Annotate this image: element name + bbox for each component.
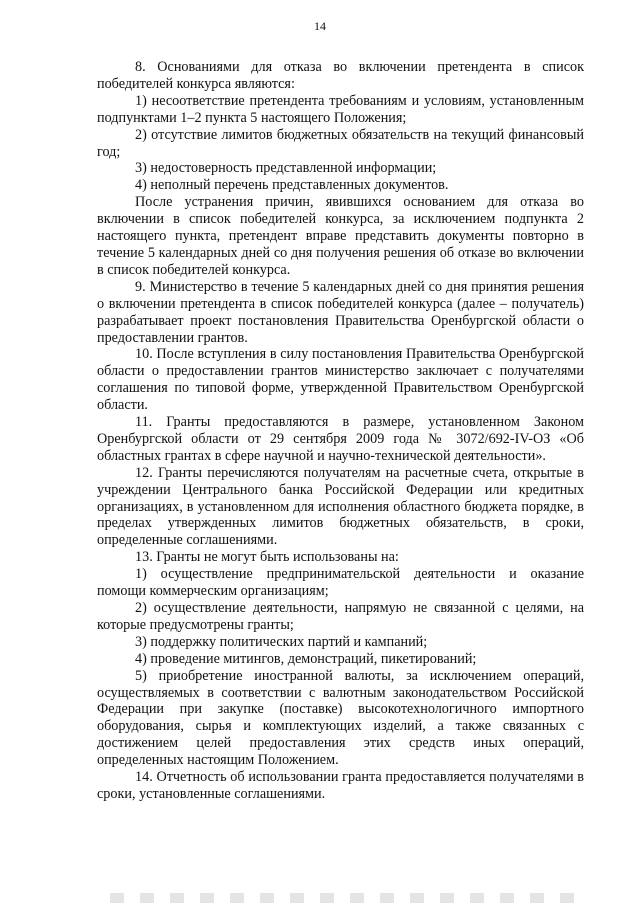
document-body [97,59,584,803]
paragraph-8-intro: 8. Основаниями для отказа во включении претендента в список победителей конкурса являются: [97,59,584,92]
paragraph-12: 12. Гранты перечисляются получателям на расчетные счета, открытые в учреждении Центрального банка Российской Федерации или кредитных организациях, в установленном для исполнения областного бюджета порядке, в пределах утвержденных лимитов бюджетных обязательств, в сроки, определенные соглашениями. [97,464,584,549]
paragraph-13-item-4: 4) проведение митингов, демонстраций, пикетирований; [135,650,477,667]
paragraph-8-item-3: 3) недостоверность представленной информации; [135,160,437,177]
paragraph-9: 9. Министерство в течение 5 календарных дней со дня принятия решения о включении претендента в список победителей конкурса (далее – получатель) разрабатывает проект постановления Правительства Оренбургской области о предоставлении грантов. [97,278,584,346]
paragraph-13-intro: 13. Гранты не могут быть использованы на: [135,549,399,566]
faint-footer-bleed-through [110,893,580,903]
paragraph-14: 14. Отчетность об использовании гранта предоставляется получателями в сроки, установленные соглашениями. [97,769,584,802]
paragraph-13-item-1: 1) осуществление предпринимательской деятельности и оказание помощи коммерческим организациям; [97,566,584,600]
page-number: 14 [314,19,326,33]
paragraph-10: 10. После вступления в силу постановления Правительства Оренбургской области о предоставлении грантов министерство заключает с получателями соглашения по типовой форме, утвержденной Правительством Оренбургской области. [97,346,584,414]
paragraph-11: 11. Гранты предоставляются в размере, установленном Законом Оренбургской области от 29 сентября 2009 года № 3072/692-IV-ОЗ «Об областных грантах в сфере научной и научно-технической деятельности». [97,414,584,464]
paragraph-8-resubmission: После устранения причин, явившихся основанием для отказа во включении в список победителей конкурса, за исключением подпункта 2 настоящего пункта, претендент вправе представить документы повторно в течение 5 календарных дней со дня получения решения об отказе во включении в список победителей конкурса. [97,194,584,278]
paragraph-8-item-1: 1) несоответствие претендента требованиям и условиям, установленным подпунктами 1–2 пункта 5 настоящего Положения; [97,92,584,126]
paragraph-13-item-2: 2) осуществление деятельности, напрямую не связанной с целями, на которые предусмотрены гранты; [97,600,584,633]
paragraph-13-item-3: 3) поддержку политических партий и кампаний; [135,633,428,650]
paragraph-13-item-5: 5) приобретение иностранной валюты, за исключением операций, осуществляемых в соответствии с валютным законодательством Российской Федерации при закупке (поставке) высокотехнологичного импортного оборудования, сырья и комплектующих изделий, а также связанных с достижением целей предоставления этих средств иных операций, определенных настоящим Положением. [97,667,584,769]
paragraph-8-item-4: 4) неполный перечень представленных документов. [135,177,449,194]
paragraph-8-item-2: 2) отсутствие лимитов бюджетных обязательств на текущий финансовый год; [97,126,584,160]
